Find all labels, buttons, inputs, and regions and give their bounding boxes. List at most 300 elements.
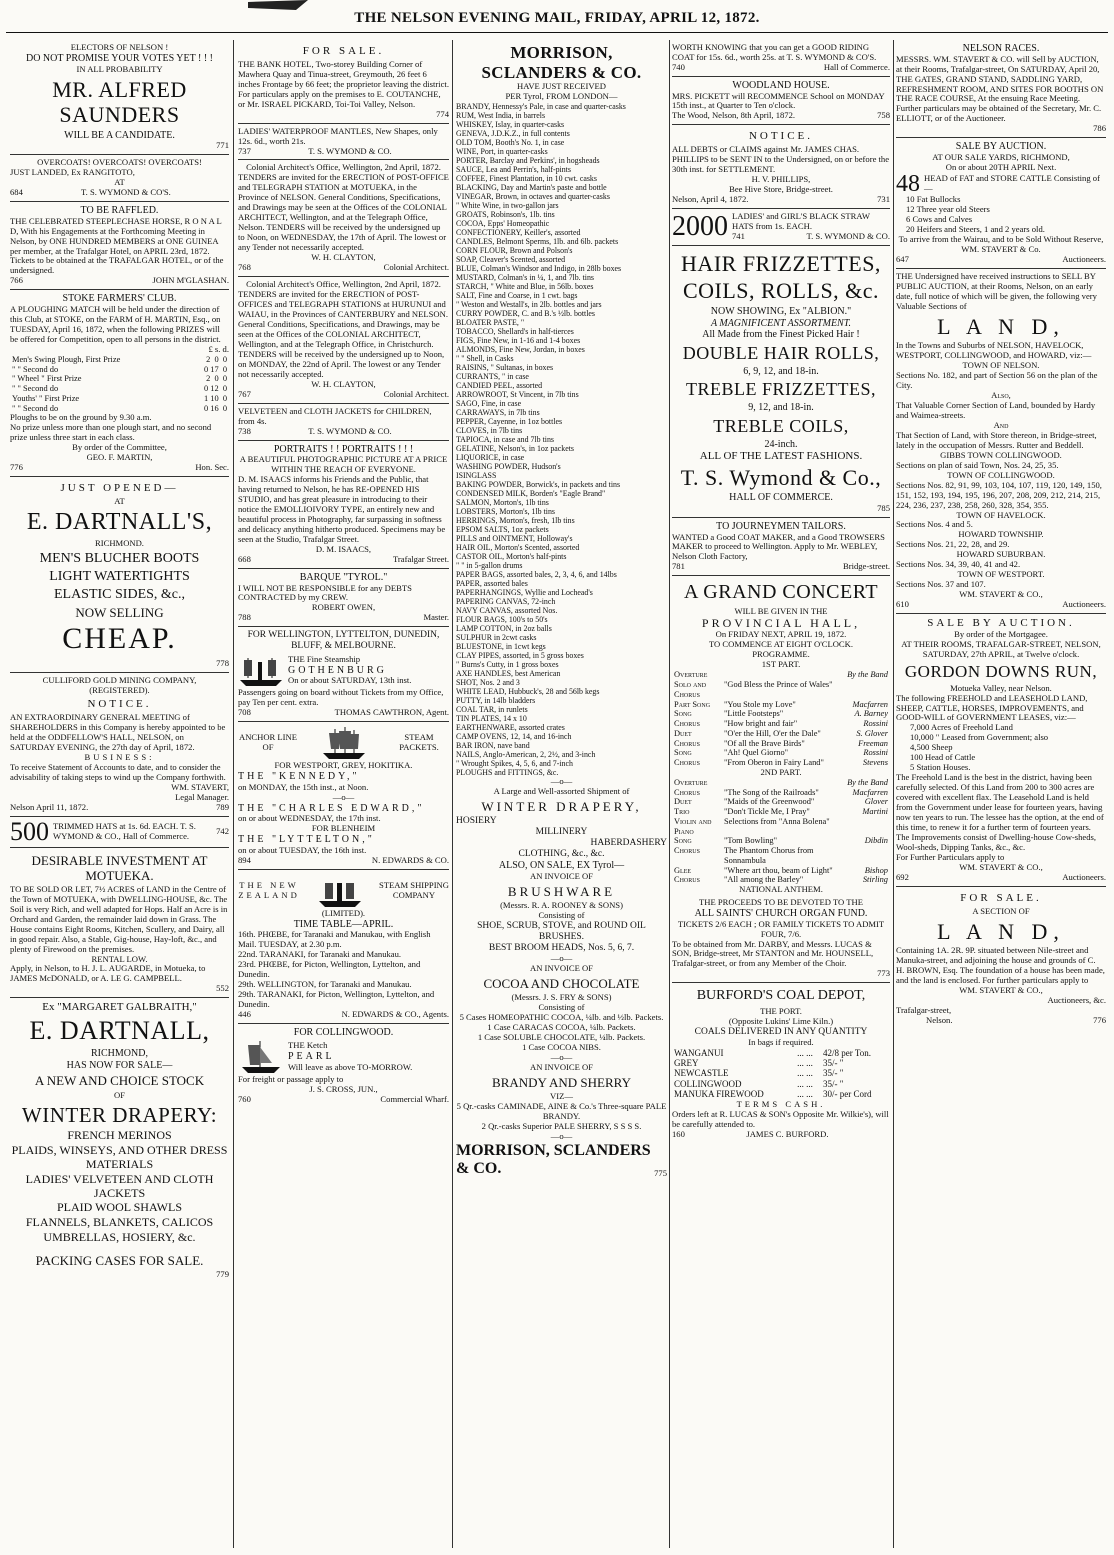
ad-gothenburg xyxy=(238,627,449,722)
list-item: BLUE, Colman's Windsor and Indigo, in 28lb boxes xyxy=(456,264,622,274)
land-body: THE Undersigned have received instructions to SELL BY PUBLIC AUCTION, at their Rooms, Nelson, on an early date, full notice of which will be given, the following very Valuable Sections of xyxy=(896,270,1097,311)
woodland-body: MRS. PICKETT will RECOMMENCE School on MONDAY 15th inst., at Quarter to Ten o'clock. xyxy=(672,90,885,111)
list-item: SAGO, Fine, in case xyxy=(456,399,522,409)
prize-amount: 0 12 0 xyxy=(203,384,227,394)
piece-title: "Don't Tickle Me, I Pray" xyxy=(724,807,810,817)
ad-hair xyxy=(672,246,890,518)
mantles-body: LADIES' WATERPROOF MANTLES, New Shapes, only 12s. 6d., worth 21s. xyxy=(238,125,438,146)
also-tyrol: ALSO, ON SALE, EX Tyrol— xyxy=(498,860,625,872)
received: HAVE JUST RECEIVED xyxy=(517,81,606,92)
cocoa-maker: (Messrs. J. S. FRY & SONS) xyxy=(511,992,612,1003)
anchor-s3d: on or about TUESDAY, the 16th inst. xyxy=(238,844,367,855)
table-row xyxy=(10,384,229,394)
velveteen-body: VELVETEEN and CLOTH JACKETS for CHILDREN, from 4s. xyxy=(238,405,432,426)
culliford-sig2: Legal Manager. xyxy=(175,791,229,802)
pearl-head: FOR COLLINGWOOD. xyxy=(293,1027,394,1039)
section-detail: That Valuable Corner Section of Land, bounded by Hardy and Waimea-streets. xyxy=(896,399,1096,420)
prize-amount: 2 0 0 xyxy=(206,374,227,384)
ad-number: 737 xyxy=(238,145,251,156)
list-item: FRENCH MERINOS xyxy=(67,1127,172,1142)
tender1-sig: W. H. CLAYTON, xyxy=(311,252,376,263)
ad-grand-concert xyxy=(672,576,890,983)
tailors-sig: Bridge-street. xyxy=(842,561,890,572)
hair-b3s: 24-inch. xyxy=(764,438,798,450)
ad-number: 647 xyxy=(896,253,909,264)
hair-l2: A MAGNIFICENT ASSORTMENT. xyxy=(710,317,852,329)
piece-title: "All among the Barley" xyxy=(724,875,804,885)
list-item: PILLS and OINTMENT, Holloway's xyxy=(456,534,573,544)
list-item: 1 Case CARACAS COCOA, ¼lb. Packets. xyxy=(487,1022,636,1032)
tender2-body: TENDERS are invited for the ERECTION of POST-OFFICES and TELEGRAPH STATIONS at HURUNUI and WAIAU, in the Provinces of CANTERBURY and NELSON. General Conditions, Specifications, and Drawings, may be seen at the Offices of the COLONIAL ARCHITECT, Wellington, and at the Telegraph Office, in Christchurch. TENDERS will be received by the undersigned up to Noon, on MONDAY, the 22nd of April. The lowest or any Tender not necessarily accepted. xyxy=(238,289,448,379)
programme-row xyxy=(672,866,890,876)
ad-overcoats xyxy=(10,155,229,202)
programme-row xyxy=(672,778,890,788)
piece-composer: Macfarren xyxy=(852,787,888,797)
list-item: STARCH, " White and Blue, in 56lb. boxes xyxy=(456,282,594,292)
ad-number: 758 xyxy=(877,110,890,121)
list-item: 10,000 " Leased from Government; also xyxy=(910,732,1049,743)
piece-title xyxy=(722,778,845,788)
prize-label: " " Second do xyxy=(12,384,59,394)
list-item: 29th. WELLINGTON, for Taranaki and Manukau. xyxy=(238,979,412,990)
raffle-head: TO BE RAFFLED. xyxy=(80,205,159,216)
list-item: LADIES' VELVETEEN AND CLOTH JACKETS xyxy=(25,1171,214,1200)
coal-sig: JAMES C. BURFORD. xyxy=(746,1128,829,1139)
motueka-apply: Apply, in Nelson, to H. J. L. AUGARDE, in Motueka, to JAMES McDONALD, or A. LE G. CAMPBELL. xyxy=(10,963,206,984)
piece-type: Violin and Piano xyxy=(674,816,712,836)
mantles-sig: T. S. WYMOND & CO. xyxy=(308,145,392,156)
list-item: 2 Qr.-casks Superior PALE SHERRY, S S S S. xyxy=(481,1120,642,1131)
list-item: HABERDASHERY xyxy=(590,838,667,849)
list-item: LOBSTERS, Morton's, 1lb tins xyxy=(456,507,555,517)
list-item: BLACKING, Day and Martin's paste and bottle xyxy=(456,183,607,193)
programme-row xyxy=(672,748,890,758)
woodland-date: The Wood, Nelson, 8th April, 1872. xyxy=(672,110,796,121)
piece-type: Solo and Chorus xyxy=(674,680,707,699)
dartnall-l3: ELASTIC SIDES, &c., xyxy=(53,587,186,603)
auction1-sig: WM. STAVERT & Co. xyxy=(961,243,1041,254)
hair-h1: HAIR FRIZZETTES, xyxy=(681,250,881,276)
auction1-big: 48 xyxy=(896,170,920,197)
dartnall2-h1: Ex "MARGARET GALBRAITH," xyxy=(42,1001,197,1014)
tender2-sig2: Colonial Architect. xyxy=(383,388,449,399)
piece-type: Chorus xyxy=(674,738,700,748)
list-item: PUTTY, in 14lb bladders xyxy=(456,696,536,706)
dartnall-name: E. DARTNALL'S, xyxy=(26,508,213,535)
piece-composer: S. Glover xyxy=(856,728,888,738)
hats-text: TRIMMED HATS at 1s. 6d. EACH. T. S. WYMOND & CO., Hall of Commerce. xyxy=(53,820,196,841)
list-item: OLD TOM, Booth's No. 1, in case xyxy=(456,138,565,148)
viz: VIZ— xyxy=(550,1090,573,1101)
ad-tailors xyxy=(672,518,890,576)
list-item: 5 Qr.-casks CAMINADE, AINE & Co.'s Three-square PALE BRANDY. xyxy=(456,1100,667,1121)
consisting: Consisting of xyxy=(538,1002,585,1013)
ad-number: 446 xyxy=(238,1009,251,1020)
piece-title: "Maids of the Greenwood" xyxy=(724,797,815,807)
section-detail: Sections on plan of said Town, Nos. 24, 25, 35. xyxy=(896,459,1059,470)
stoke-lsd: £ s. d. xyxy=(208,343,229,354)
ad-section-for-sale xyxy=(896,887,1106,1029)
column-5 xyxy=(896,40,1106,1548)
torn-edge xyxy=(248,0,308,10)
auction1-l3: To arrive from the Wairau, and to be Sold Without Reserve, xyxy=(898,233,1104,244)
leader-dots: ... ... xyxy=(797,1047,813,1058)
dartnall2-l3: WINTER DRAPERY: xyxy=(21,1102,218,1127)
list-item: SULPHUR in 2cwt casks xyxy=(456,633,537,643)
invoice: AN INVOICE OF xyxy=(529,963,594,974)
coal-type: NEWCASTLE xyxy=(674,1068,729,1079)
drapery-intro: A Large and Well-assorted Shipment of xyxy=(493,786,630,797)
piece-composer: Martini xyxy=(862,807,888,817)
portraits-sig2: Trafalgar Street. xyxy=(392,553,449,564)
leader-dots: ... ... xyxy=(797,1057,813,1068)
prize-amount: 0 16 0 xyxy=(203,403,227,413)
piece-title: "Where art thou, beam of Light" xyxy=(724,865,833,875)
list-item: SAUCE, Lea and Perrin's, half-pints xyxy=(456,165,571,175)
stoke-note2: No prize unless more than one plough start, and no second prize unless three start in each class. xyxy=(10,422,212,443)
list-item: 20 Heifers and Steers, 1 and 2 years old. xyxy=(906,223,1045,234)
anchor-sig: N. EDWARDS & CO. xyxy=(371,854,449,865)
list-item: CURRY POWDER, C. and B.'s ½lb. bottles xyxy=(456,309,596,319)
invoice: AN INVOICE OF xyxy=(529,1061,594,1072)
forsale5-l1: A SECTION OF xyxy=(972,905,1030,916)
hair-h2: COILS, ROLLS, &c. xyxy=(682,278,880,304)
list-item: 5 Cases HOMEOPATHIC COCOA, ¼lb. and ½lb. Packets. xyxy=(459,1012,664,1023)
list-item: PORTER, Barclay and Perkins', in hogsheads xyxy=(456,156,600,166)
list-item: PAPERHANGINGS, Wyllie and Lochead's xyxy=(456,588,593,598)
ad-number: 610 xyxy=(896,599,909,610)
concert-body: To be obtained from Mr. DARBY, and Messrs. LUCAS & SON, Bridge-street, Mr STANTON and Mr. HOUNSELL, Trafalgar-street, or from any Member of the Choir. xyxy=(672,938,874,969)
piece-type: Duet xyxy=(674,728,692,738)
ad-number: 668 xyxy=(238,553,251,564)
coal-price: 35/- " xyxy=(823,1068,844,1079)
notice-sig2: Bee Hive Store, Bridge-street. xyxy=(729,184,833,195)
straw-text: LADIES' and GIRL'S BLACK STRAW HATS from 1s. EACH. xyxy=(732,210,870,231)
culliford-head: CULLIFORD GOLD MINING COMPANY, xyxy=(42,675,197,686)
list-item: VINEGAR, Brown, in octaves and quarter-casks xyxy=(456,192,610,202)
auction2-head: SALE BY AUCTION. xyxy=(927,617,1075,630)
stoke-sig2: Hon. Sec. xyxy=(195,462,229,473)
prize-amount: 0 17 0 xyxy=(203,364,227,374)
auction2-body2: The Freehold Land is the best in the district, having been carefully selected. Of this Land from 200 to 300 acres are covered with excellent flax. The Leasehold Land is held from the Government under lease for fourteen years, having now ten years to run. The lessee has the option, at the end of this time, to renew it for a further term of fourteen years. The Improvements consist of Dwelling-house Cow-sheds, Wool-sheds, Dipping Tanks, &c., &c. xyxy=(896,772,1104,853)
coal-l1: COALS DELIVERED IN ANY QUANTITY xyxy=(694,1026,868,1037)
notice-date: Nelson, April 4, 1872. xyxy=(672,194,749,204)
section-heading: TOWN OF COLLINGWOOD. xyxy=(947,469,1055,480)
piece-composer: Glover xyxy=(864,797,888,807)
auction2-sig: WM. STAVERT & CO., xyxy=(959,862,1043,873)
hair-firm: T. S. Wymond & Co., xyxy=(680,464,882,490)
list-item: AXE HANDLES, best American xyxy=(456,669,561,679)
auction2-run: GORDON DOWNS RUN, xyxy=(904,661,1098,681)
list-item: 100 Head of Cattle xyxy=(910,752,976,763)
tender1-h: Colonial Architect's Office, Wellington, 2nd April, 1872. xyxy=(246,162,441,173)
auction2-body3: For Further Particulars apply to xyxy=(896,852,1005,863)
coal-type: MANUKA FIREWOOD xyxy=(674,1089,764,1100)
prize-amount: 1 10 0 xyxy=(203,393,227,403)
programme-part2 xyxy=(672,778,890,885)
column-2 xyxy=(238,40,449,1548)
programme-row xyxy=(672,729,890,739)
concert-part2: 2ND PART. xyxy=(760,766,802,777)
piece-composer: Rossini xyxy=(863,719,888,729)
column-rule xyxy=(452,40,453,1548)
tyrol-sig2: Master. xyxy=(423,612,449,623)
piece-composer: Macfarren xyxy=(852,699,888,709)
ad-number: 741 xyxy=(732,230,745,241)
electors-l2: IN ALL PROBABILITY xyxy=(76,63,163,74)
dartnall2-l1: HAS NOW FOR SALE— xyxy=(66,1059,173,1071)
list-item: GENEVA, J.D.K.Z., in full contents xyxy=(456,129,570,139)
prize-amount: 2 0 0 xyxy=(206,354,227,364)
tailors-body: WANTED a Good COAT MAKER, and a Good TROWSERS MAKER to proceed to Wellington. Apply to Mr. WEBLEY, Nelson Cloth Factory, xyxy=(672,531,885,562)
piece-composer: Stirling xyxy=(862,875,888,885)
list-item: CARRAWAYS, in 7lb tins xyxy=(456,408,540,418)
piece-title: "Tom Bowling" xyxy=(724,836,778,846)
gothenburg-head: FOR WELLINGTON, LYTTELTON, DUNEDIN, BLUFF, & MELBOURNE. xyxy=(247,630,440,652)
list-item: UMBRELLAS, HOSIERY, &c. xyxy=(43,1230,196,1245)
list-item: GELATINE, Nelson's, in 1oz packets xyxy=(456,444,575,454)
auction2-l2: AT THEIR ROOMS, TRAFALGAR-STREET, NELSON, xyxy=(901,638,1101,649)
section-detail: Sections Nos. 4 and 5. xyxy=(896,519,973,530)
coal-price: 35/- " xyxy=(823,1057,844,1068)
list-item: CONDENSED MILK, Borden's "Eagle Brand" xyxy=(456,489,606,499)
ad-woodland xyxy=(672,77,890,126)
concert-proceeds: THE PROCEEDS TO BE DEVOTED TO THE xyxy=(699,897,863,908)
overcoats-l1: JUST LANDED, Ex RANGITOTO, xyxy=(10,167,135,178)
list-item: NAVY CANVAS, assorted Nos. xyxy=(456,606,558,616)
section-heading: GIBBS TOWN COLLINGWOOD. xyxy=(940,449,1062,460)
list-item: BAR IRON, nave band xyxy=(456,741,530,751)
portraits-head: PORTRAITS ! ! PORTRAITS ! ! ! xyxy=(273,443,414,455)
hair-b1s: 6, 9, 12, and 18-in. xyxy=(743,365,819,377)
list-item: PEPPER, Cayenne, in 1oz bottles xyxy=(456,417,563,427)
pearl-l3: For freight or passage apply to xyxy=(238,1073,344,1084)
list-item: GROATS, Robinson's, 1lb. tins xyxy=(456,210,555,220)
dartnall2-place: RICHMOND, xyxy=(91,1048,148,1060)
page-title: THE NELSON EVENING MAIL, FRIDAY, APRIL 12, 1872. xyxy=(354,10,760,26)
column-1 xyxy=(10,40,229,1548)
list-item: HOSIERY xyxy=(456,816,497,827)
hair-l4: ALL OF THE LATEST FASHIONS. xyxy=(699,450,863,463)
brush-maker: (Messrs. R. A. ROONEY & SONS) xyxy=(500,900,623,911)
tender1-sig2: Colonial Architect. xyxy=(383,262,449,273)
leader-dots: ... ... xyxy=(797,1068,813,1079)
culliford-body2: To receive Statement of Accounts to date, and to consider the advisability of taking steps to wind up the Company forthwith. xyxy=(10,761,226,782)
overcoats-l2: AT xyxy=(114,177,125,188)
auction2-l3: SATURDAY, 27th APRIL, at Twelve o'clock. xyxy=(922,648,1080,659)
ad-number: 785 xyxy=(877,502,890,513)
ad-electors xyxy=(10,40,229,155)
anchor-s2: THE "CHARLES EDWARD," xyxy=(238,802,425,814)
land-l1: In the Towns and Suburbs of NELSON, HAVELOCK, WESTPORT, COLLINGWOOD, and HOWARD, viz:— xyxy=(896,340,1092,361)
table-row xyxy=(672,1058,890,1068)
list-item: EARTHENWARE, assorted crates xyxy=(456,723,565,733)
ad-number: 708 xyxy=(238,707,251,718)
hair-hall: HALL OF COMMERCE. xyxy=(729,492,833,504)
consisting: Consisting of xyxy=(538,910,585,921)
ad-number: 768 xyxy=(238,262,251,273)
list-item: 6 Cows and Calves xyxy=(906,213,973,224)
section-heading: And xyxy=(993,419,1009,430)
coal-terms: TERMS CASH. xyxy=(736,1098,826,1109)
list-item: 1 Case COCOA NIBS. xyxy=(522,1041,601,1052)
piece-title: "Ah! Quel Giorno" xyxy=(724,748,789,758)
forsale5-sig: WM. STAVERT & CO., xyxy=(959,985,1043,996)
list-item: ALMONDS, Fine New, Jordan, in boxes xyxy=(456,345,585,355)
coat-sig: Hall of Commerce. xyxy=(823,61,890,72)
ad-tyrol xyxy=(238,569,449,627)
stoke-head: STOKE FARMERS' CLUB. xyxy=(62,293,177,305)
electors-name: MR. ALFRED SAUNDERS xyxy=(52,76,187,128)
raffle-body: THE CELEBRATED STEEPLECHASE HORSE, R O N A L D, With his Engagements at the Forthcoming Meeting in Nelson, by ONE HUNDRED MEMBERS at ONE GUINEA per member, at the Trafalgar Hotel, on APRIL 23rd, 1872. Tickets to be obtained at the TRAFALGAR HOTEL, or of the undersigned. xyxy=(10,215,224,276)
ad-tender-hurunui xyxy=(238,277,449,404)
piece-type: Chorus xyxy=(674,846,700,856)
list-item: FLOUR BAGS, 100's to 50's xyxy=(456,615,548,625)
culliford-sub: (REGISTERED). xyxy=(89,685,150,696)
piece-type: Overture xyxy=(674,670,708,680)
ad-number: 776 xyxy=(1093,1014,1106,1025)
programme-row xyxy=(672,788,890,798)
forsale5-l3: Nelson. xyxy=(926,1014,953,1025)
list-item: 1 Case SOLUBLE CHOCOLATE, ¼lb. Packets. xyxy=(477,1031,646,1042)
ad-number: 760 xyxy=(238,1093,251,1104)
auction2-sig2: Auctioneers. xyxy=(1062,871,1106,882)
programme-row xyxy=(672,680,890,700)
piece-composer: Freeman xyxy=(858,738,888,748)
piece-type: Overture xyxy=(674,777,708,787)
list-item: WHISKEY, Islay, in quarter-casks xyxy=(456,120,565,130)
list-item: ISINGLASS xyxy=(456,471,497,481)
pearl-ship: PEARL xyxy=(288,1050,335,1062)
section-detail: Sections Nos. 34, 39, 40, 41 and 42. xyxy=(896,559,1021,570)
table-row xyxy=(672,1079,890,1089)
stoke-body: A PLOUGHING MATCH will be held under the direction of this Club, at STOKE, on the FARM of H. MARTIN, Esq., on TUESDAY, April 16, 1872, when the following PRIZES will be offered for Competition, open to all persons in the district. xyxy=(10,303,221,344)
section-heading: TOWN OF HAVELOCK. xyxy=(956,509,1046,520)
prize-label: " Wheel " First Prize xyxy=(12,374,82,384)
list-item: PAPER, assorted bales xyxy=(456,579,528,589)
ad-number: 740 xyxy=(672,61,685,72)
anchor-route: FOR WESTPORT, GREY, HOKITIKA. xyxy=(274,760,413,771)
section-heading: Also, xyxy=(991,389,1011,400)
list-item: 4,500 Sheep xyxy=(910,742,953,753)
electors-l3: WILL BE A CANDIDATE. xyxy=(64,129,175,141)
hair-b1: DOUBLE HAIR ROLLS, xyxy=(682,342,880,363)
ad-stoke xyxy=(10,290,229,477)
piece-type: Chorus xyxy=(674,875,700,885)
tyrol-head: BARQUE "TYROL." xyxy=(299,571,388,583)
forsale5-head: FOR SALE. xyxy=(960,891,1042,904)
section-detail: Sections No. 182, and part of Section 56 on the plan of the City. xyxy=(896,369,1098,390)
auction2-l1: By order of the Mortgagee. xyxy=(954,628,1048,639)
section-heading: TOWN OF NELSON. xyxy=(962,359,1040,370)
ad-anchor-line xyxy=(238,722,449,870)
list-item: 22nd. TARANAKI, for Taranaki and Manukau. xyxy=(238,949,402,960)
culliford-biz: BUSINESS: xyxy=(84,751,155,762)
anchor-s3: THE "LYTTELTON," xyxy=(238,834,375,846)
steamship-icon xyxy=(317,873,363,909)
sep: —o— xyxy=(550,1130,573,1141)
gothenburg-l2: On or about SATURDAY, 13th inst. xyxy=(288,675,412,686)
programme-row xyxy=(672,836,890,846)
steamship-icon xyxy=(238,652,284,688)
list-item: " White Wine, in two-gallon jars xyxy=(456,201,559,211)
overcoats-head: OVERCOATS! OVERCOATS! OVERCOATS! xyxy=(37,157,202,168)
section-detail: Sections Nos. 21, 22, 28, and 29. xyxy=(896,539,1010,550)
ad-cattle-auction xyxy=(896,138,1106,268)
section-heading: TOWN OF WESTPORT. xyxy=(957,569,1045,580)
column-3 xyxy=(456,40,667,1548)
programme-row xyxy=(672,709,890,719)
dartnall-h1: JUST OPENED— xyxy=(60,482,179,495)
piece-type: Song xyxy=(674,748,692,758)
list-item: FIGS, Fine New, in 1-16 and 1-4 boxes xyxy=(456,336,581,346)
section-detail: That Section of Land, with Store thereon, in Bridge-street, lately in the occupation of Messrs. Rutter and Beddell. xyxy=(896,429,1097,450)
column-rule xyxy=(233,40,234,1548)
sep: —o— xyxy=(550,776,573,787)
coal-price-table xyxy=(672,1048,890,1100)
programme-row xyxy=(672,719,890,729)
list-item: FLANNELS, BLANKETS, CALICOS xyxy=(25,1215,214,1230)
piece-title: Selections from "Anna Bolena" xyxy=(724,816,830,826)
piece-composer xyxy=(845,846,890,866)
list-item: " Weston and Westall's, in 2lb. bottles and jars xyxy=(456,300,602,310)
list-item: ARROWROOT, St Vincent, in 7lb tins xyxy=(456,390,579,400)
programme-part1 xyxy=(672,670,890,768)
prize-label: Youths' " First Prize xyxy=(12,393,80,403)
piece-composer: A. Barney xyxy=(854,709,888,719)
gothenburg-ship: GOTHENBURG xyxy=(288,664,387,676)
column-4 xyxy=(672,40,890,1548)
pearl-l1: THE Ketch xyxy=(288,1039,328,1050)
nzsteam-tt: TIME TABLE—APRIL. xyxy=(293,918,394,930)
culliford-body: AN EXTRAORDINARY GENERAL MEETING of SHAREHOLDERS in this Company is hereby appointed to be held at the ODDFELLOW'S HALL, NELSON, on SATURDAY EVENING, the 27th day of April, 1872. xyxy=(10,711,226,752)
list-item: COFFEE, Finest Plantation, in 10 cwt. casks xyxy=(456,174,597,184)
motueka-head: DESIRABLE INVESTMENT AT MOTUEKA. xyxy=(31,852,208,883)
per-tyrol: PER Tyrol, FROM LONDON— xyxy=(505,91,618,102)
list-item: COAL TAR, in runlets xyxy=(456,705,528,715)
forsale5-land: L A N D, xyxy=(937,918,1065,944)
concert-part1: 1ST PART. xyxy=(761,659,801,670)
ad-velveteen xyxy=(238,404,449,441)
portraits-sub: A BEAUTIFUL PHOTOGRAPHIC PICTURE AT A PRICE WITHIN THE REACH OF EVERYONE. xyxy=(239,454,448,475)
motueka-body: TO BE SOLD OR LET, 7½ ACRES of LAND in the Centre of the Town of MOTUEKA, with DWELLING-HOUSE, &c. The Soil is very Rich, and well adapted for Hops. Half an Acre is in Orchard and Garden, the remainder laid down in Grass. The House contains Eight Rooms, Kitchen, Scullery, and Dairy, all in good repair. Also, a Stable, Gig-house, Hay-loft, &c., and plenty of Firewood on the premises. xyxy=(10,883,228,954)
coal-type: GREY xyxy=(674,1057,699,1068)
list-item: 12 Three year old Steers xyxy=(906,203,990,214)
auction1-l1: AT OUR SALE YARDS, RICHMOND, xyxy=(932,151,1070,162)
concert-anthem: NATIONAL ANTHEM. xyxy=(739,884,823,895)
coal-head: BURFORD'S COAL DEPOT, xyxy=(696,988,866,1004)
ad-riding-coat xyxy=(672,40,890,77)
gothenburg-body: Passengers going on board without Tickets from my Office, pay Ten per cent. extra. xyxy=(238,687,444,708)
ad-dartnall-boots xyxy=(10,477,229,673)
races-body2: Further particulars may be obtained of the Secretary, Mr. C. ELLIOTT, or of the Auctioneer. xyxy=(896,103,1102,124)
hats-big: 500 xyxy=(10,816,49,846)
ad-number: 788 xyxy=(238,612,251,623)
list-item: 5 Station Houses. xyxy=(910,762,971,773)
piece-composer: Dibdin xyxy=(864,836,888,846)
straw-sig: T. S. WYMOND & CO. xyxy=(806,230,890,241)
piece-composer: Rossini xyxy=(863,748,888,758)
piece-composer: By the Band xyxy=(847,670,888,680)
piece-composer: By the Band xyxy=(847,777,888,787)
list-item: CANDLES, Belmont Sperms, 1lb. and 6lb. packets xyxy=(456,237,619,247)
anchor-left: ANCHOR LINE OF xyxy=(238,732,297,753)
ad-burford-coal xyxy=(672,983,890,1142)
tender2-sig: W. H. CLAYTON, xyxy=(311,378,376,389)
races-body: MESSRS. WM. STAVERT & CO. will Sell by AUCTION, at their Rooms, Trafalgar-street, On SATURDAY, April 20, THE GATES, GRAND STAND, SADDLING YARD, REFRESHMENT ROOM, AND SITES FOR BOOTHS ON THE RACE COURSE, At the ensuing Race Meeting. xyxy=(896,53,1104,104)
ad-land-sale xyxy=(896,269,1106,615)
ad-number: 894 xyxy=(238,854,251,865)
